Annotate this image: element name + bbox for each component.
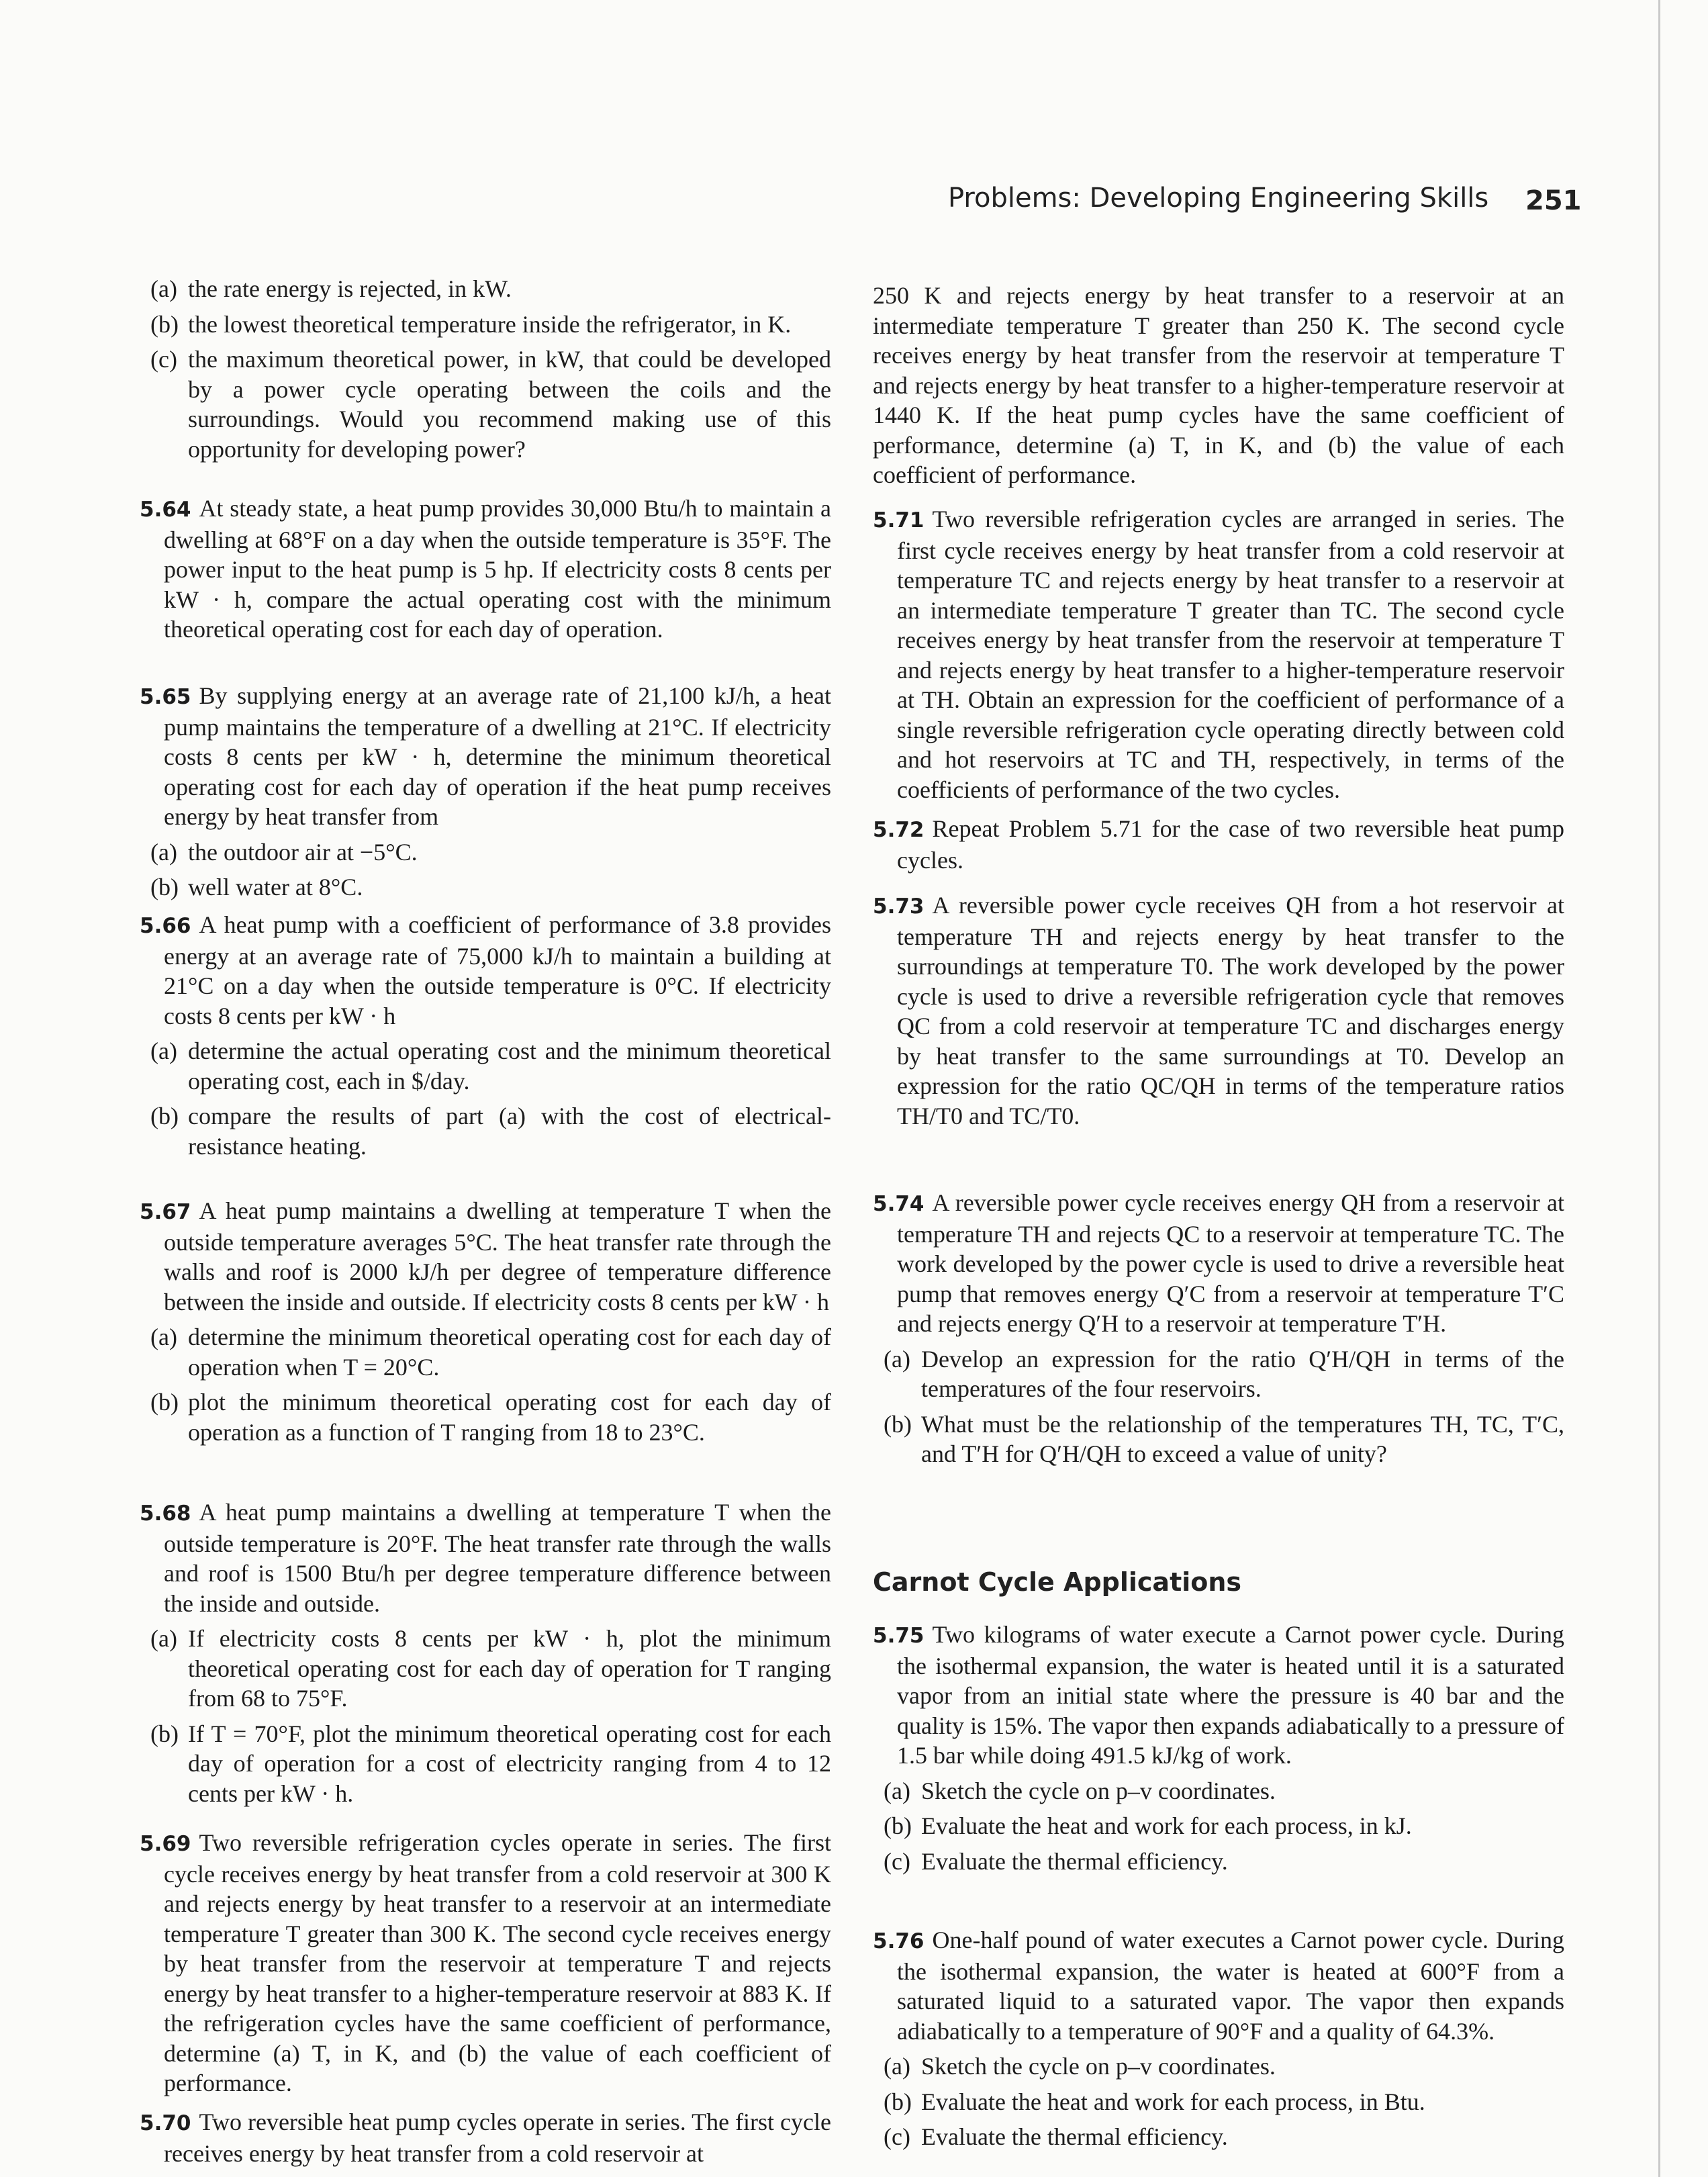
- problem-text: Two reversible refrigeration cycles are arranged in series. The first cycle receives energy by heat transfer from a cold reservoir at temperature TC and rejects energy by heat transfer to a reservoir at an intermediate temperature T greater than TC. The second cycle receives energy by heat transfer from the reservoir at temperature T and rejects energy by heat transfer to a higher-temperature reservoir at TH. Obtain an expression for the coefficient of performance of a single reversible refrigeration cycle operating directly between cold and hot reservoirs at TC and TH, respectively, in terms of the coefficients of performance of the two cycles.: [897, 506, 1564, 803]
- problem-number: 5.74: [873, 1192, 924, 1216]
- problem-text: A heat pump maintains a dwelling at temperature T when the outside temperature is 20°F. The heat transfer rate through the walls and roof is 1500 Btu/h per degree temperature difference between the inside and outside.: [164, 1499, 831, 1617]
- problem-part: [873, 1344, 1564, 1404]
- part-label: (b): [884, 1410, 912, 1438]
- problem-number: 5.71: [873, 508, 924, 532]
- problem-part: [140, 837, 831, 868]
- problem-part: [873, 1776, 1564, 1806]
- problem-number: 5.67: [140, 1200, 191, 1224]
- part-text: Sketch the cycle on p–v coordinates.: [921, 2053, 1276, 2080]
- part-label: (b): [150, 1103, 179, 1129]
- problem-statement: [140, 1196, 831, 1317]
- problem-part: [140, 1322, 831, 1382]
- problem-continued: [873, 281, 1564, 490]
- problem-text: Two kilograms of water execute a Carnot power cycle. During the isothermal expansion, the water is heated until it is a saturated vapor from an initial state where the pressure is 40 bar and the quality is 15%. The vapor then expands adiabatically to a pressure of 1.5 bar while doing 491.5 kJ/kg of work.: [897, 1621, 1564, 1769]
- problem-statement: [140, 910, 831, 1031]
- problem-5.67: [140, 1196, 831, 1447]
- part-text: Develop an expression for the ratio Q′H/QH in terms of the temperatures of the four reservoirs.: [921, 1345, 1564, 1402]
- problem-continued: [140, 269, 831, 464]
- part-text: the lowest theoretical temperature inside the refrigerator, in K.: [188, 310, 792, 338]
- problem-statement: [140, 2107, 831, 2168]
- part-label: (b): [884, 2088, 912, 2115]
- problem-part: [140, 274, 831, 304]
- problem-5.71: [873, 504, 1564, 804]
- part-text: Evaluate the thermal efficiency.: [921, 2123, 1228, 2150]
- problem-5.70: [140, 2107, 831, 2168]
- problem-part: [140, 1624, 831, 1714]
- problem-text: A heat pump with a coefficient of performance of 3.8 provides energy at an average rate of 75,000 kJ/h to maintain a building at 21°C on a day when the outside temperature is 0°C. If electricity costs 8 cents per kW · h: [164, 911, 831, 1029]
- problem-statement: [140, 494, 831, 645]
- part-label: (c): [884, 2123, 910, 2150]
- part-text: Evaluate the heat and work for each process, in Btu.: [921, 2088, 1425, 2115]
- problem-5.73: [873, 890, 1564, 1131]
- part-label: (a): [150, 1324, 177, 1350]
- problem-statement: [873, 504, 1564, 804]
- page-edge-rule: [1658, 0, 1660, 2177]
- problem-number: 5.72: [873, 818, 924, 842]
- part-text: determine the actual operating cost and the minimum theoretical operating cost, each in $/day.: [188, 1037, 831, 1095]
- problem-text: Two reversible heat pump cycles operate in series. The first cycle receives energy by heat transfer from a cold reservoir at: [164, 2109, 831, 2167]
- problem-text: A heat pump maintains a dwelling at temperature T when the outside temperature averages 5°C. The heat transfer rate through the walls and roof is 2000 kJ/h per degree of temperature difference between the inside and outside. If electricity costs 8 cents per kW · h: [164, 1197, 831, 1315]
- problem-number: 5.75: [873, 1624, 924, 1648]
- problem-text: A reversible power cycle receives energy QH from a reservoir at temperature TH and rejects QC to a reservoir at temperature TC. The work developed by the power cycle is used to drive a reversible heat pump that removes energy Q′C from a reservoir at temperature T′C and rejects energy Q′H to a reservoir at temperature T′H.: [897, 1189, 1564, 1337]
- problem-part: [873, 2051, 1564, 2082]
- problem-statement: [140, 1828, 831, 2098]
- problem-part: [140, 1387, 831, 1447]
- problem-part: [140, 310, 831, 340]
- problem-5.72: [873, 814, 1564, 875]
- problem-number: 5.68: [140, 1501, 191, 1526]
- problem-5.68: [140, 1497, 831, 1808]
- problem-part: [140, 1101, 831, 1161]
- problem-part: [873, 2087, 1564, 2117]
- problem-number: 5.70: [140, 2111, 191, 2135]
- problem-number: 5.76: [873, 1929, 924, 1953]
- part-label: (a): [150, 1625, 177, 1652]
- section-heading: Carnot Cycle Applications: [873, 1567, 1242, 1597]
- part-label: (b): [884, 1812, 912, 1839]
- part-text: compare the results of part (a) with the cost of electrical-resistance heating.: [188, 1103, 831, 1160]
- problem-part: [140, 344, 831, 464]
- part-text: If electricity costs 8 cents per kW · h, plot the minimum theoretical operating cost for each day of operation for T ranging from 68 to 75°F.: [188, 1625, 831, 1712]
- problem-text: 250 K and rejects energy by heat transfer to a reservoir at an intermediate temperature T greater than 250 K. The second cycle receives energy by heat transfer from the reservoir at temperature T and rejects energy by heat transfer to a higher-temperature reservoir at 1440 K. If the heat pump cycles have the same coefficient of performance, determine (a) T, in K, and (b) the value of each coefficient of performance.: [873, 282, 1564, 488]
- problem-5.74: [873, 1188, 1564, 1469]
- problem-number: 5.73: [873, 894, 924, 919]
- part-text: Sketch the cycle on p–v coordinates.: [921, 1777, 1276, 1804]
- problem-text: At steady state, a heat pump provides 30,000 Btu/h to maintain a dwelling at 68°F on a day when the outside temperature is 35°F. The power input to the heat pump is 5 hp. If electricity costs 8 cents per kW · h, compare the actual operating cost with the minimum theoretical operating cost for each day of operation.: [164, 495, 831, 643]
- problem-part: [873, 1811, 1564, 1841]
- part-label: (b): [150, 874, 179, 900]
- problem-number: 5.64: [140, 498, 191, 522]
- problem-part: [873, 2122, 1564, 2152]
- problem-statement: [140, 681, 831, 832]
- part-label: (a): [884, 2053, 910, 2080]
- problem-text: Two reversible refrigeration cycles operate in series. The first cycle receives energy by heat transfer from a cold reservoir at 300 K and rejects energy by heat transfer to a reservoir at an intermediate temperature T greater than 300 K. The second cycle receives energy by heat transfer from the reservoir at temperature T and rejects energy by heat transfer to a higher-temperature reservoir at 883 K. If the refrigeration cycles have the same coefficient of performance, determine (a) T, in K, and (b) the value of each coefficient of performance.: [164, 1829, 831, 2096]
- part-label: (a): [150, 275, 177, 302]
- problem-text: By supplying energy at an average rate of 21,100 kJ/h, a heat pump maintains the temperature of a dwelling at 21°C. If electricity costs 8 cents per kW · h, determine the minimum theoretical operating cost for each day of operation if the heat pump receives energy by heat transfer from: [164, 682, 831, 830]
- part-text: the maximum theoretical power, in kW, that could be developed by a power cycle operating between the coils and the surroundings. Would you recommend making use of this opportunity for developing power?: [188, 346, 831, 463]
- part-text: determine the minimum theoretical operating cost for each day of operation when T = 20°C.: [188, 1324, 831, 1381]
- part-label: (c): [150, 346, 177, 373]
- problem-5.64: [140, 494, 831, 645]
- running-header: Problems: Developing Engineering Skills: [948, 183, 1489, 214]
- part-text: the rate energy is rejected, in kW.: [188, 275, 512, 302]
- problem-5.65: [140, 681, 831, 902]
- problem-5.66: [140, 910, 831, 1161]
- problem-5.75: [873, 1620, 1564, 1876]
- problem-statement: [140, 1497, 831, 1618]
- problem-number: 5.66: [140, 914, 191, 938]
- problem-statement: [873, 1188, 1564, 1339]
- problem-part: [873, 1847, 1564, 1877]
- problem-text: A reversible power cycle receives QH from a hot reservoir at temperature TH and rejects energy by heat transfer to the surroundings at temperature T0. The work developed by the power cycle is used to drive a reversible refrigeration cycle that removes QC from a cold reservoir at temperature TC and discharges energy by heat transfer to the same surroundings at T0. Develop an expression for the ratio QC/QH in terms of the temperature ratios TH/T0 and TC/T0.: [897, 892, 1564, 1129]
- problem-5.76: [873, 1925, 1564, 2152]
- part-label: (c): [884, 1847, 910, 1875]
- part-label: (a): [884, 1777, 910, 1804]
- problem-part: [140, 1719, 831, 1809]
- page-number: 251: [1525, 185, 1582, 216]
- part-label: (b): [150, 1720, 179, 1747]
- problem-number: 5.69: [140, 1832, 191, 1856]
- part-label: (b): [150, 1389, 179, 1416]
- part-text: Evaluate the thermal efficiency.: [921, 1847, 1228, 1875]
- problem-5.69: [140, 1828, 831, 2098]
- problem-part: [873, 1409, 1564, 1469]
- part-text: If T = 70°F, plot the minimum theoretical operating cost for each day of operation for a cost of electricity ranging from 4 to 12 cents per kW · h.: [188, 1720, 831, 1807]
- problem-text: One-half pound of water executes a Carnot power cycle. During the isothermal expansion, the water is heated at 600°F from a saturated liquid to a saturated vapor. The vapor then expands adiabatically to a temperature of 90°F and a quality of 64.3%.: [897, 1927, 1564, 2045]
- part-label: (a): [150, 1037, 177, 1064]
- part-text: the outdoor air at −5°C.: [188, 838, 418, 866]
- part-label: (a): [884, 1345, 910, 1373]
- part-text: Evaluate the heat and work for each process, in kJ.: [921, 1812, 1412, 1839]
- part-text: plot the minimum theoretical operating cost for each day of operation as a function of T ranging from 18 to 23°C.: [188, 1389, 831, 1446]
- problem-text: Repeat Problem 5.71 for the case of two reversible heat pump cycles.: [897, 815, 1564, 874]
- part-label: (a): [150, 838, 177, 866]
- problem-number: 5.65: [140, 685, 191, 709]
- problem-statement: [873, 890, 1564, 1131]
- problem-statement: [873, 814, 1564, 875]
- problem-statement: [873, 1925, 1564, 2046]
- part-text: What must be the relationship of the temperatures TH, TC, T′C, and T′H for Q′H/QH to exceed a value of unity?: [921, 1410, 1564, 1467]
- problem-statement: [873, 281, 1564, 490]
- problem-statement: [873, 1620, 1564, 1771]
- part-text: well water at 8°C.: [188, 874, 363, 900]
- problem-part: [140, 1036, 831, 1096]
- problem-part: [140, 872, 831, 902]
- part-label: (b): [150, 310, 179, 338]
